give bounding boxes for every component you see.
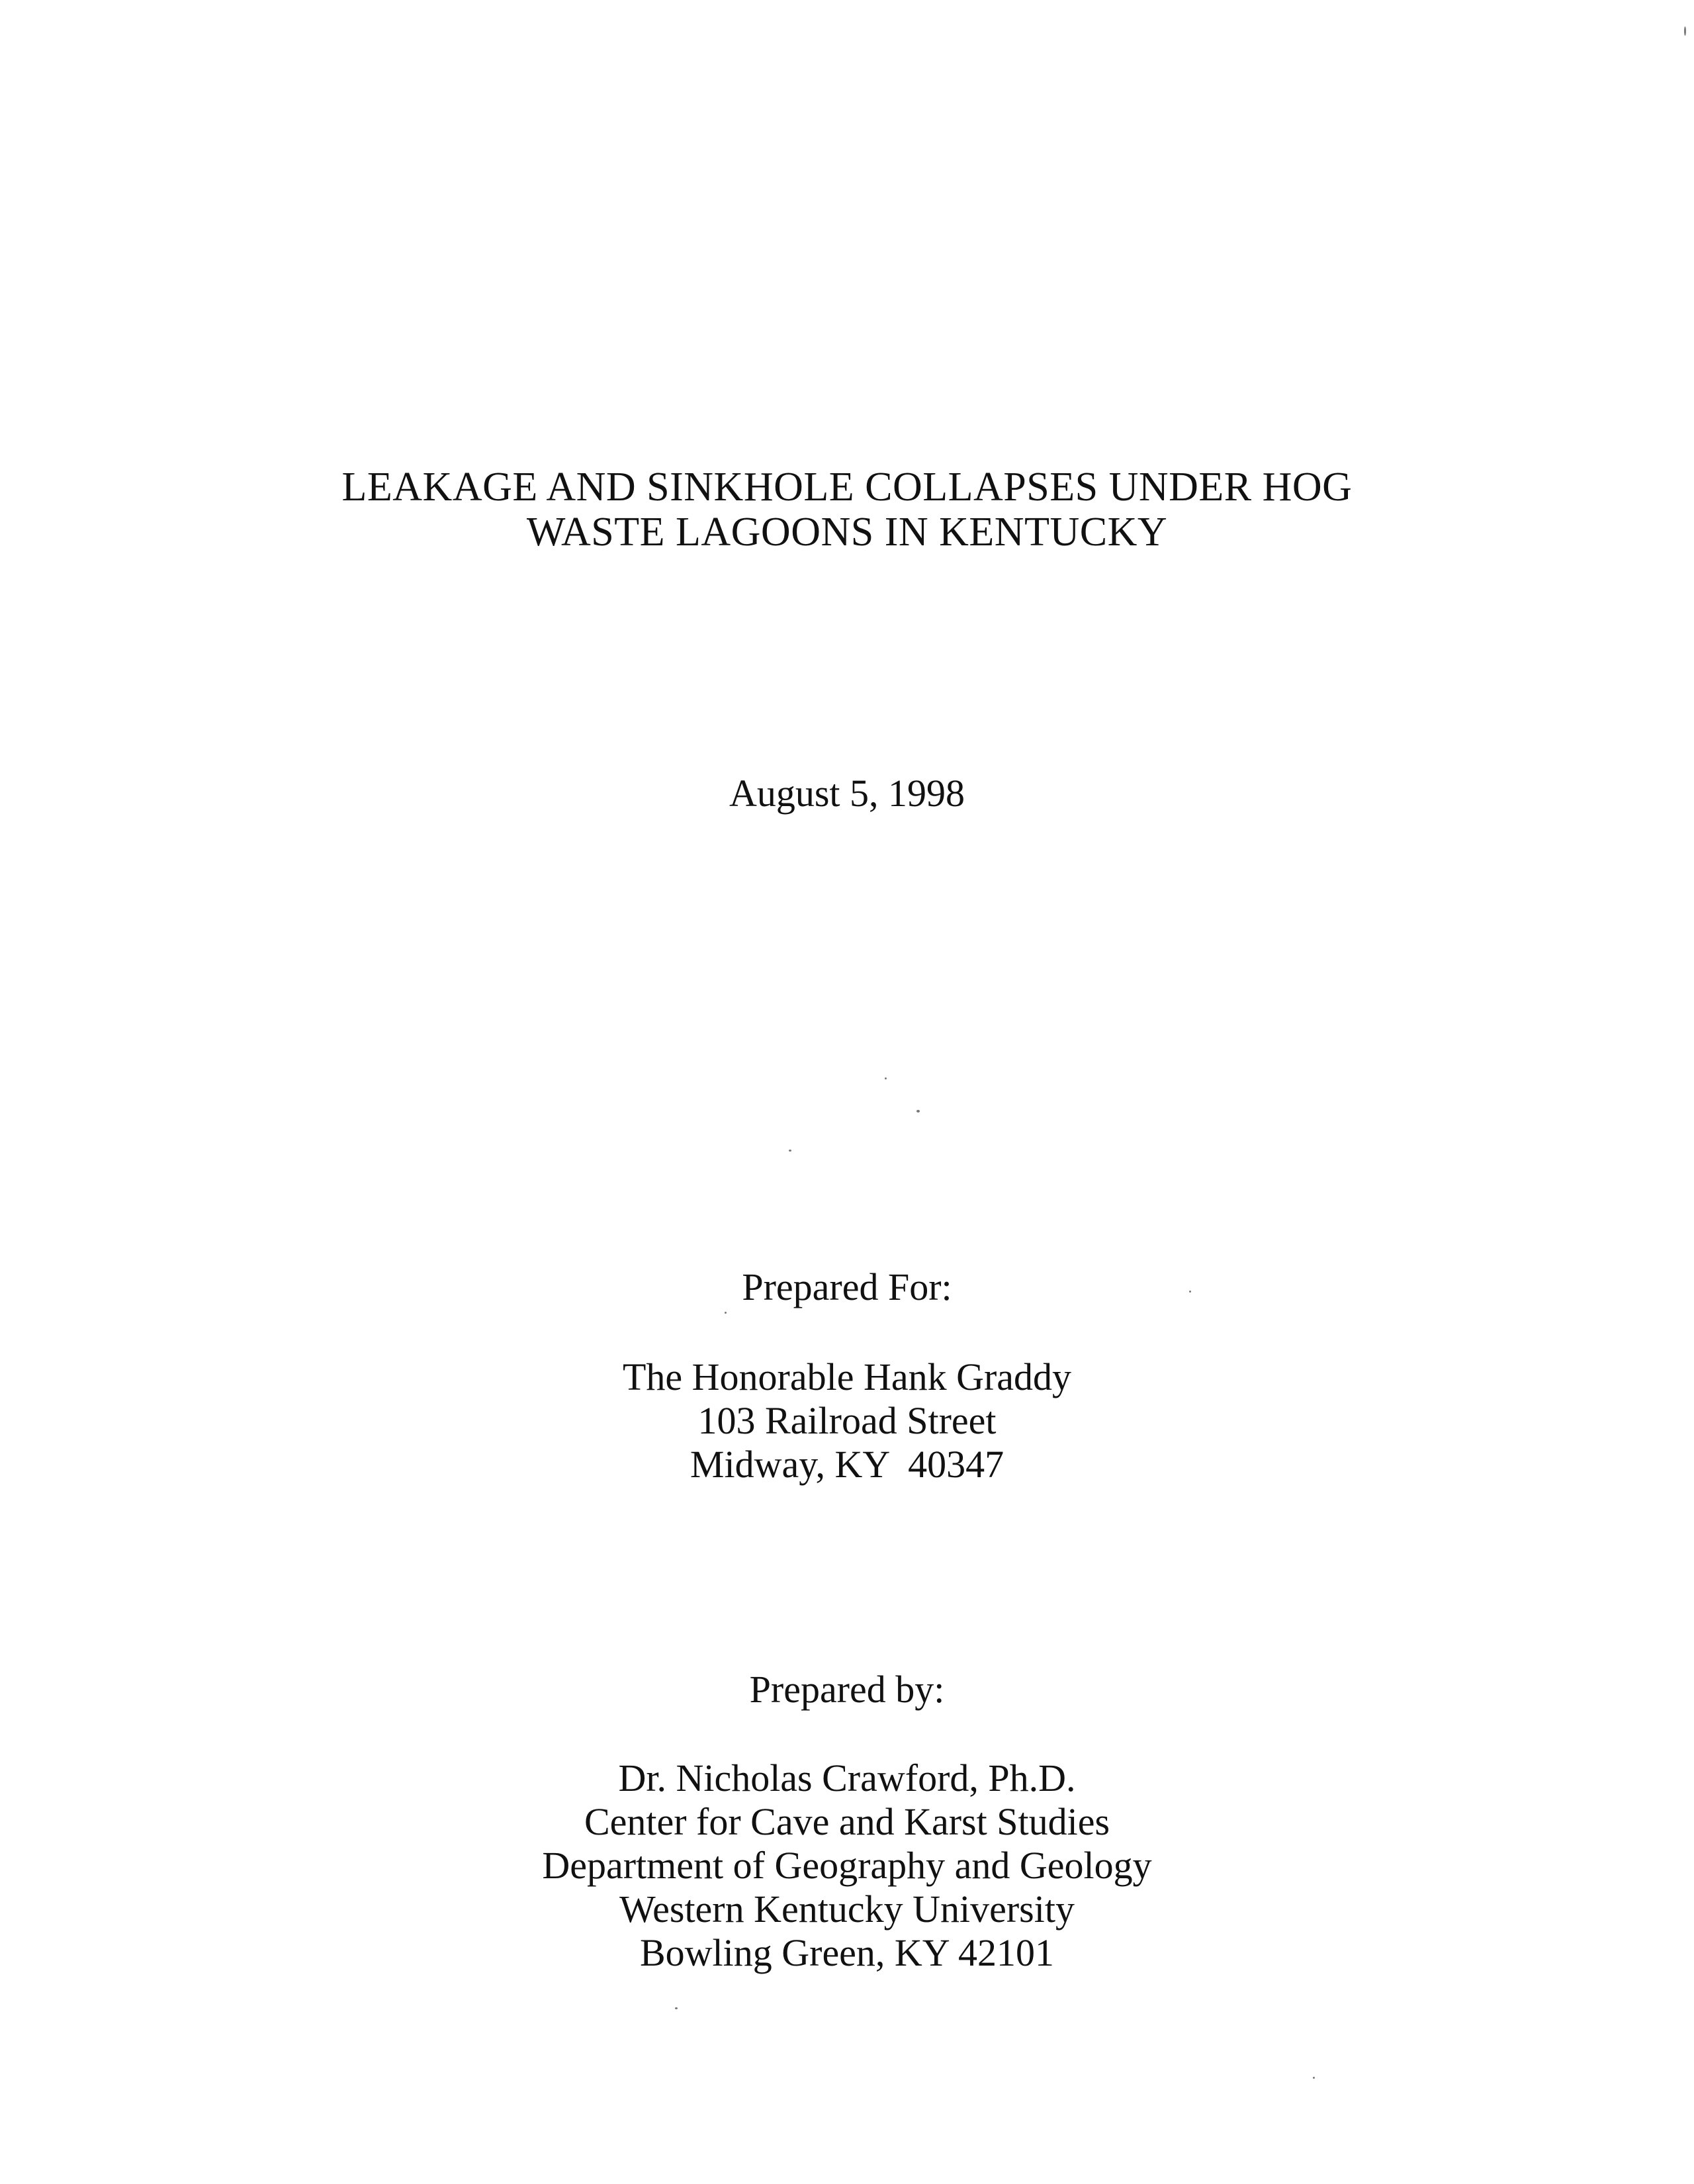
- author-university: Western Kentucky University: [619, 1888, 1075, 1931]
- prepared-for-heading-block: [0, 1265, 1694, 1309]
- author-name: Dr. Nicholas Crawford, Ph.D.: [618, 1756, 1076, 1799]
- author-city: Bowling Green, KY 42101: [639, 1931, 1055, 1974]
- title-line-1: LEAKAGE AND SINKHOLE COLLAPSES UNDER HOG: [341, 465, 1353, 510]
- title-line-2: WASTE LAGOONS IN KENTUCKY: [526, 510, 1168, 555]
- scan-speck: [1684, 26, 1686, 36]
- document-title: [0, 465, 1694, 555]
- prepared-by-heading-block: [0, 1668, 1694, 1711]
- prepared-for-heading: Prepared For:: [742, 1265, 952, 1308]
- recipient-name: The Honorable Hank Graddy: [622, 1355, 1072, 1398]
- author-address: [0, 1756, 1694, 1975]
- recipient-address: [0, 1355, 1694, 1486]
- scan-speck: [789, 1150, 791, 1152]
- scan-speck: [1313, 2077, 1315, 2079]
- scan-speck: [885, 1077, 887, 1079]
- scan-speck: [916, 1110, 920, 1113]
- recipient-street: 103 Railroad Street: [697, 1399, 997, 1442]
- document-date-block: [0, 772, 1694, 815]
- document-date: August 5, 1998: [729, 772, 965, 815]
- scan-speck: [725, 1312, 727, 1314]
- scan-speck: [1189, 1291, 1191, 1293]
- author-department: Department of Geography and Geology: [542, 1844, 1152, 1887]
- prepared-by-heading: Prepared by:: [749, 1668, 945, 1711]
- scan-speck: [675, 2007, 678, 2009]
- recipient-city: Midway, KY 40347: [690, 1443, 1004, 1486]
- author-center: Center for Cave and Karst Studies: [584, 1800, 1110, 1843]
